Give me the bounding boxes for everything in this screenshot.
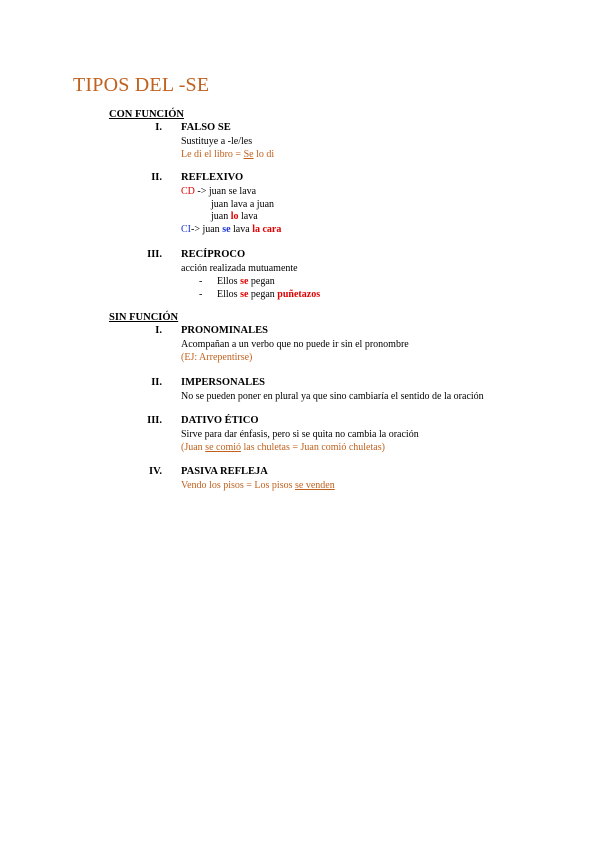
impersonales-definition: No se pueden poner en plural ya que sino cambiaría el sentido de la oración — [181, 391, 484, 402]
bullet-dash: - — [199, 289, 203, 300]
example-highlight: se — [222, 224, 231, 235]
example-text: lava — [238, 211, 258, 222]
reflexivo-cd-line — [181, 186, 256, 197]
example-text: Ellos — [217, 276, 241, 287]
reciproco-definition: acción realizada mutuamente — [181, 263, 298, 274]
reciproco-example — [217, 276, 275, 287]
pronominales-example: (EJ: Arrepentirse) — [181, 352, 253, 363]
falso-se-definition: Sustituye a -le/les — [181, 136, 253, 147]
example-highlight: la cara — [252, 224, 282, 235]
dativo-etico-example — [181, 442, 385, 453]
heading-pasiva-refleja: PASIVA REFLEJA — [181, 466, 268, 477]
example-text: pegan — [248, 276, 275, 287]
example-text: pegan — [248, 289, 278, 300]
item-number: II. — [151, 172, 162, 183]
pronominales-definition: Acompañan a un verbo que no puede ir sin el pronombre — [181, 339, 409, 350]
example-text: lava — [230, 224, 253, 235]
heading-impersonales: IMPERSONALES — [181, 377, 266, 388]
example-text: -> juan — [191, 224, 223, 235]
reflexivo-line: juan lava a juan — [211, 199, 275, 210]
example-highlight: se — [240, 276, 249, 287]
heading-reflexivo: REFLEXIVO — [181, 172, 244, 183]
bullet-dash: - — [199, 276, 203, 287]
reflexivo-line — [211, 211, 258, 222]
heading-dativo-etico: DATIVO ÉTICO — [181, 415, 259, 426]
section-con-funcion: CON FUNCIÓN — [109, 109, 184, 120]
heading-falso-se: FALSO SE — [181, 122, 231, 133]
example-highlight: se venden — [294, 480, 335, 491]
pasiva-refleja-example — [181, 480, 335, 491]
item-number: IV. — [149, 466, 162, 477]
dativo-etico-definition: Sirve para dar énfasis, pero si se quita no cambia la oración — [181, 429, 419, 440]
example-highlight: se — [240, 289, 249, 300]
example-text: las chuletas = Juan comió chuletas) — [241, 442, 385, 453]
example-text: (Juan — [181, 442, 206, 453]
item-number: I. — [155, 325, 162, 336]
section-sin-funcion: SIN FUNCIÓN — [109, 312, 179, 323]
heading-reciproco: RECÍPROCO — [181, 249, 246, 260]
example-text: Vendo los pisos = Los pisos — [181, 480, 295, 491]
example-text: -> juan se lava — [194, 186, 257, 197]
example-text: Ellos — [217, 289, 241, 300]
example-text: lo di — [253, 149, 275, 160]
example-highlight: Se — [243, 149, 254, 160]
item-number: III. — [147, 415, 162, 426]
ci-label: CI — [181, 224, 191, 235]
heading-pronominales: PRONOMINALES — [181, 325, 268, 336]
example-highlight: se comió — [205, 442, 241, 453]
reflexivo-ci-line — [181, 224, 281, 235]
example-highlight: lo — [230, 211, 239, 222]
cd-label: CD — [181, 186, 195, 197]
example-text: Le di el libro = — [181, 149, 244, 160]
item-number: II. — [151, 377, 162, 388]
falso-se-example — [181, 149, 274, 160]
example-highlight: puñetazos — [277, 289, 321, 300]
item-number: I. — [155, 122, 162, 133]
example-text: juan — [211, 211, 231, 222]
item-number: III. — [147, 249, 162, 260]
reciproco-example — [217, 289, 320, 300]
page-title: TIPOS DEL -SE — [73, 74, 210, 96]
